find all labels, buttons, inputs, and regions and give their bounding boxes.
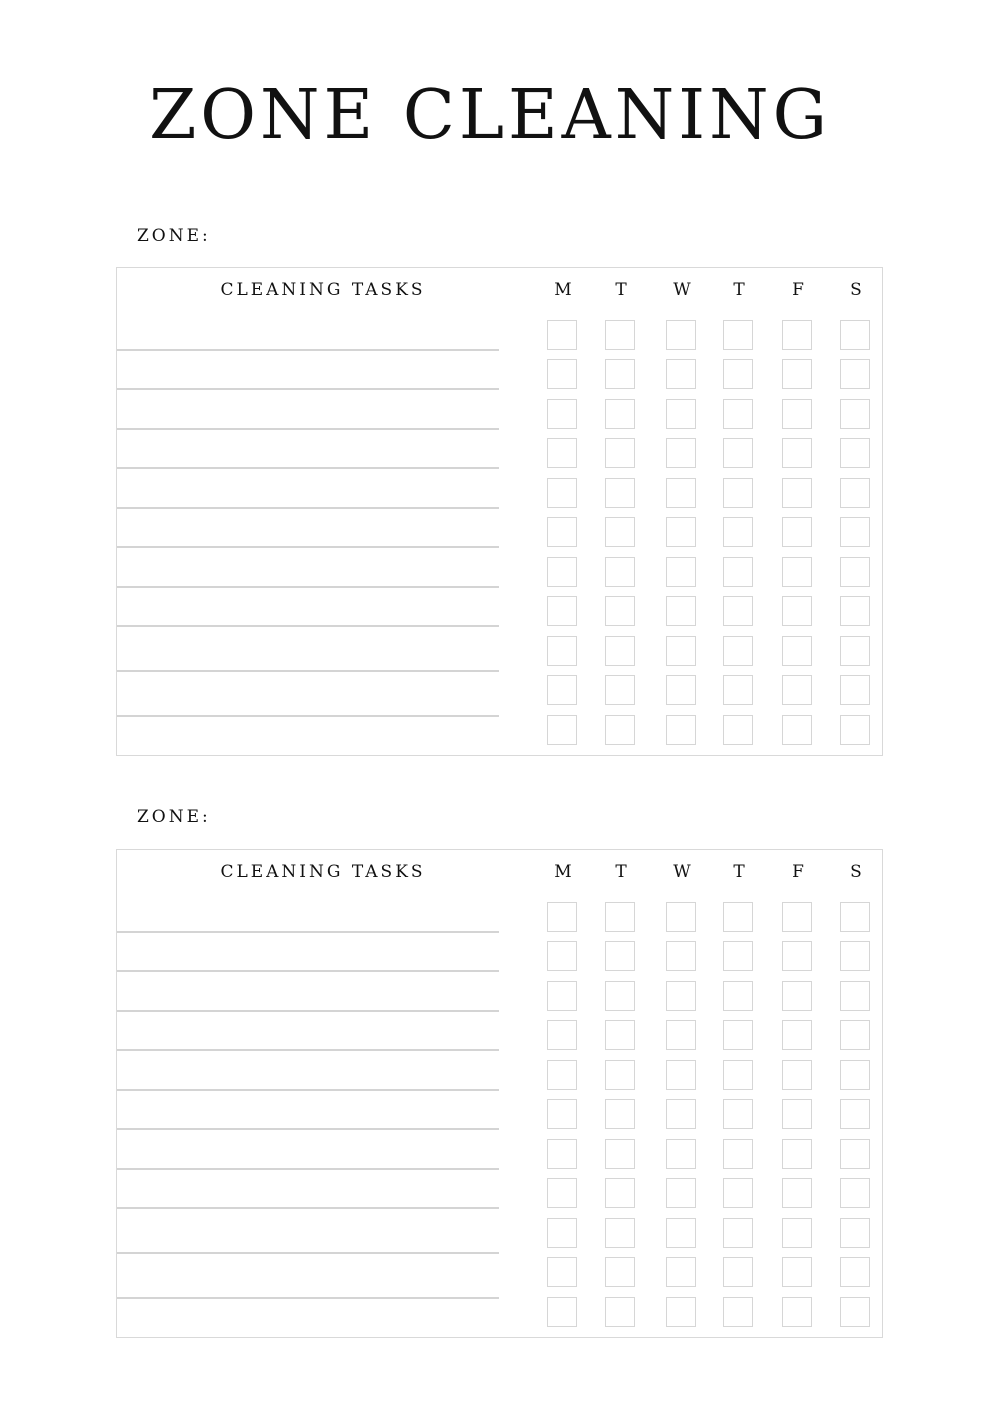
day-checkbox[interactable]	[723, 399, 753, 429]
day-checkbox[interactable]	[547, 359, 577, 389]
day-checkbox[interactable]	[782, 1099, 812, 1129]
task-line[interactable]	[117, 1297, 499, 1299]
task-line[interactable]	[117, 970, 499, 972]
task-line[interactable]	[117, 507, 499, 509]
day-checkbox[interactable]	[782, 636, 812, 666]
day-checkbox[interactable]	[782, 902, 812, 932]
day-checkbox[interactable]	[547, 1139, 577, 1169]
cleaning-tasks-header: CLEANING TASKS	[220, 280, 426, 300]
day-checkbox[interactable]	[723, 320, 753, 350]
day-checkbox[interactable]	[605, 1218, 635, 1248]
day-checkbox[interactable]	[547, 478, 577, 508]
day-checkbox[interactable]	[605, 1257, 635, 1287]
day-checkbox[interactable]	[840, 399, 870, 429]
day-checkbox[interactable]	[782, 1218, 812, 1248]
day-checkbox[interactable]	[605, 675, 635, 705]
day-checkbox[interactable]	[547, 636, 577, 666]
day-checkbox[interactable]	[840, 1218, 870, 1248]
task-line[interactable]	[117, 931, 499, 933]
day-checkbox[interactable]	[547, 438, 577, 468]
task-line[interactable]	[117, 1010, 499, 1012]
day-checkbox[interactable]	[782, 359, 812, 389]
task-line[interactable]	[117, 625, 499, 627]
day-checkbox[interactable]	[840, 981, 870, 1011]
day-checkbox[interactable]	[782, 1257, 812, 1287]
day-checkbox[interactable]	[666, 675, 696, 705]
day-checkbox[interactable]	[782, 675, 812, 705]
day-checkbox[interactable]	[723, 557, 753, 587]
day-checkbox[interactable]	[666, 1297, 696, 1327]
day-checkbox[interactable]	[782, 320, 812, 350]
day-checkbox[interactable]	[840, 1099, 870, 1129]
day-checkbox[interactable]	[782, 1060, 812, 1090]
day-checkbox[interactable]	[723, 1099, 753, 1129]
day-checkbox[interactable]	[605, 902, 635, 932]
day-checkbox[interactable]	[723, 1020, 753, 1050]
day-checkbox[interactable]	[666, 517, 696, 547]
task-line[interactable]	[117, 1207, 499, 1209]
day-checkbox[interactable]	[666, 596, 696, 626]
cleaning-tasks-panel	[116, 267, 883, 756]
day-checkbox[interactable]	[782, 715, 812, 745]
day-checkbox[interactable]	[840, 1020, 870, 1050]
day-checkbox[interactable]	[840, 478, 870, 508]
day-checkbox[interactable]	[840, 596, 870, 626]
day-checkbox[interactable]	[723, 596, 753, 626]
day-checkbox[interactable]	[605, 359, 635, 389]
day-checkbox[interactable]	[666, 1020, 696, 1050]
day-checkbox[interactable]	[547, 941, 577, 971]
day-checkbox[interactable]	[547, 1218, 577, 1248]
day-checkbox[interactable]	[840, 715, 870, 745]
day-checkbox[interactable]	[666, 981, 696, 1011]
day-checkbox[interactable]	[605, 517, 635, 547]
day-header-friday: F	[792, 280, 804, 300]
day-checkbox[interactable]	[605, 557, 635, 587]
day-checkbox[interactable]	[547, 557, 577, 587]
day-checkbox[interactable]	[723, 359, 753, 389]
day-checkbox[interactable]	[547, 1060, 577, 1090]
day-checkbox[interactable]	[666, 557, 696, 587]
day-checkbox[interactable]	[605, 636, 635, 666]
task-line[interactable]	[117, 1168, 499, 1170]
day-header-tuesday: T	[615, 280, 627, 300]
day-checkbox[interactable]	[840, 1297, 870, 1327]
day-checkbox[interactable]	[840, 636, 870, 666]
day-checkbox[interactable]	[666, 438, 696, 468]
day-checkbox[interactable]	[723, 478, 753, 508]
day-checkbox[interactable]	[782, 981, 812, 1011]
day-checkbox[interactable]	[666, 478, 696, 508]
day-checkbox[interactable]	[840, 1178, 870, 1208]
day-checkbox[interactable]	[840, 1060, 870, 1090]
day-checkbox[interactable]	[723, 517, 753, 547]
day-checkbox[interactable]	[547, 1178, 577, 1208]
day-checkbox[interactable]	[782, 1297, 812, 1327]
day-checkbox[interactable]	[605, 1297, 635, 1327]
page-title: ZONE CLEANING	[149, 76, 831, 155]
task-line[interactable]	[117, 467, 499, 469]
day-header-wednesday: W	[673, 862, 691, 882]
day-header-saturday: S	[850, 862, 862, 882]
day-checkbox[interactable]	[666, 359, 696, 389]
day-checkbox[interactable]	[723, 1297, 753, 1327]
day-header-wednesday: W	[673, 280, 691, 300]
day-checkbox[interactable]	[605, 1060, 635, 1090]
day-checkbox[interactable]	[547, 902, 577, 932]
day-checkbox[interactable]	[547, 517, 577, 547]
day-checkbox[interactable]	[547, 981, 577, 1011]
day-checkbox[interactable]	[605, 1178, 635, 1208]
day-checkbox[interactable]	[605, 715, 635, 745]
day-checkbox[interactable]	[666, 715, 696, 745]
day-checkbox[interactable]	[840, 1257, 870, 1287]
day-checkbox[interactable]	[666, 1218, 696, 1248]
day-checkbox[interactable]	[666, 1139, 696, 1169]
day-checkbox[interactable]	[723, 438, 753, 468]
task-line[interactable]	[117, 670, 499, 672]
day-checkbox[interactable]	[666, 1060, 696, 1090]
day-checkbox[interactable]	[605, 941, 635, 971]
day-checkbox[interactable]	[666, 320, 696, 350]
day-checkbox[interactable]	[547, 1099, 577, 1129]
day-checkbox[interactable]	[605, 981, 635, 1011]
day-checkbox[interactable]	[782, 399, 812, 429]
day-checkbox[interactable]	[723, 1139, 753, 1169]
day-checkbox[interactable]	[547, 1257, 577, 1287]
day-checkbox[interactable]	[782, 1020, 812, 1050]
task-line[interactable]	[117, 586, 499, 588]
day-checkbox[interactable]	[723, 941, 753, 971]
day-checkbox[interactable]	[605, 320, 635, 350]
day-header-tuesday: T	[615, 862, 627, 882]
day-checkbox[interactable]	[666, 1257, 696, 1287]
task-line[interactable]	[117, 388, 499, 390]
day-checkbox[interactable]	[782, 596, 812, 626]
day-checkbox[interactable]	[723, 675, 753, 705]
day-header-friday: F	[792, 862, 804, 882]
day-header-saturday: S	[850, 280, 862, 300]
day-checkbox[interactable]	[547, 399, 577, 429]
day-checkbox[interactable]	[666, 636, 696, 666]
day-checkbox[interactable]	[723, 636, 753, 666]
day-checkbox[interactable]	[605, 1139, 635, 1169]
day-checkbox[interactable]	[547, 1020, 577, 1050]
task-line[interactable]	[117, 546, 499, 548]
day-checkbox[interactable]	[840, 359, 870, 389]
day-checkbox[interactable]	[666, 1099, 696, 1129]
day-checkbox[interactable]	[840, 438, 870, 468]
day-checkbox[interactable]	[666, 941, 696, 971]
day-checkbox[interactable]	[782, 557, 812, 587]
day-checkbox[interactable]	[605, 1099, 635, 1129]
day-checkbox[interactable]	[840, 320, 870, 350]
day-header-thursday: T	[733, 280, 745, 300]
zone-label[interactable]: ZONE:	[137, 807, 211, 827]
day-header-thursday: T	[733, 862, 745, 882]
day-checkbox[interactable]	[782, 478, 812, 508]
task-line[interactable]	[117, 1252, 499, 1254]
day-checkbox[interactable]	[605, 438, 635, 468]
day-checkbox[interactable]	[723, 1218, 753, 1248]
day-header-monday: M	[554, 862, 572, 882]
day-checkbox[interactable]	[723, 1257, 753, 1287]
cleaning-tasks-panel	[116, 849, 883, 1338]
day-checkbox[interactable]	[723, 715, 753, 745]
day-checkbox[interactable]	[840, 902, 870, 932]
zone-label[interactable]: ZONE:	[137, 226, 211, 246]
day-checkbox[interactable]	[840, 517, 870, 547]
day-checkbox[interactable]	[782, 1178, 812, 1208]
day-checkbox[interactable]	[782, 941, 812, 971]
day-checkbox[interactable]	[547, 1297, 577, 1327]
day-checkbox[interactable]	[666, 399, 696, 429]
day-checkbox[interactable]	[605, 478, 635, 508]
day-header-monday: M	[554, 280, 572, 300]
day-checkbox[interactable]	[723, 902, 753, 932]
task-line[interactable]	[117, 349, 499, 351]
day-checkbox[interactable]	[605, 1020, 635, 1050]
day-checkbox[interactable]	[723, 1178, 753, 1208]
day-checkbox[interactable]	[840, 675, 870, 705]
task-line[interactable]	[117, 428, 499, 430]
cleaning-tasks-header: CLEANING TASKS	[220, 862, 426, 882]
day-checkbox[interactable]	[547, 320, 577, 350]
day-checkbox[interactable]	[782, 517, 812, 547]
day-checkbox[interactable]	[840, 557, 870, 587]
day-checkbox[interactable]	[782, 438, 812, 468]
task-line[interactable]	[117, 1049, 499, 1051]
day-checkbox[interactable]	[547, 715, 577, 745]
day-checkbox[interactable]	[666, 902, 696, 932]
day-checkbox[interactable]	[605, 399, 635, 429]
task-line[interactable]	[117, 1128, 499, 1130]
task-line[interactable]	[117, 1089, 499, 1091]
day-checkbox[interactable]	[840, 1139, 870, 1169]
day-checkbox[interactable]	[723, 1060, 753, 1090]
day-checkbox[interactable]	[840, 941, 870, 971]
day-checkbox[interactable]	[782, 1139, 812, 1169]
task-line[interactable]	[117, 715, 499, 717]
day-checkbox[interactable]	[547, 596, 577, 626]
day-checkbox[interactable]	[605, 596, 635, 626]
day-checkbox[interactable]	[666, 1178, 696, 1208]
day-checkbox[interactable]	[547, 675, 577, 705]
day-checkbox[interactable]	[723, 981, 753, 1011]
